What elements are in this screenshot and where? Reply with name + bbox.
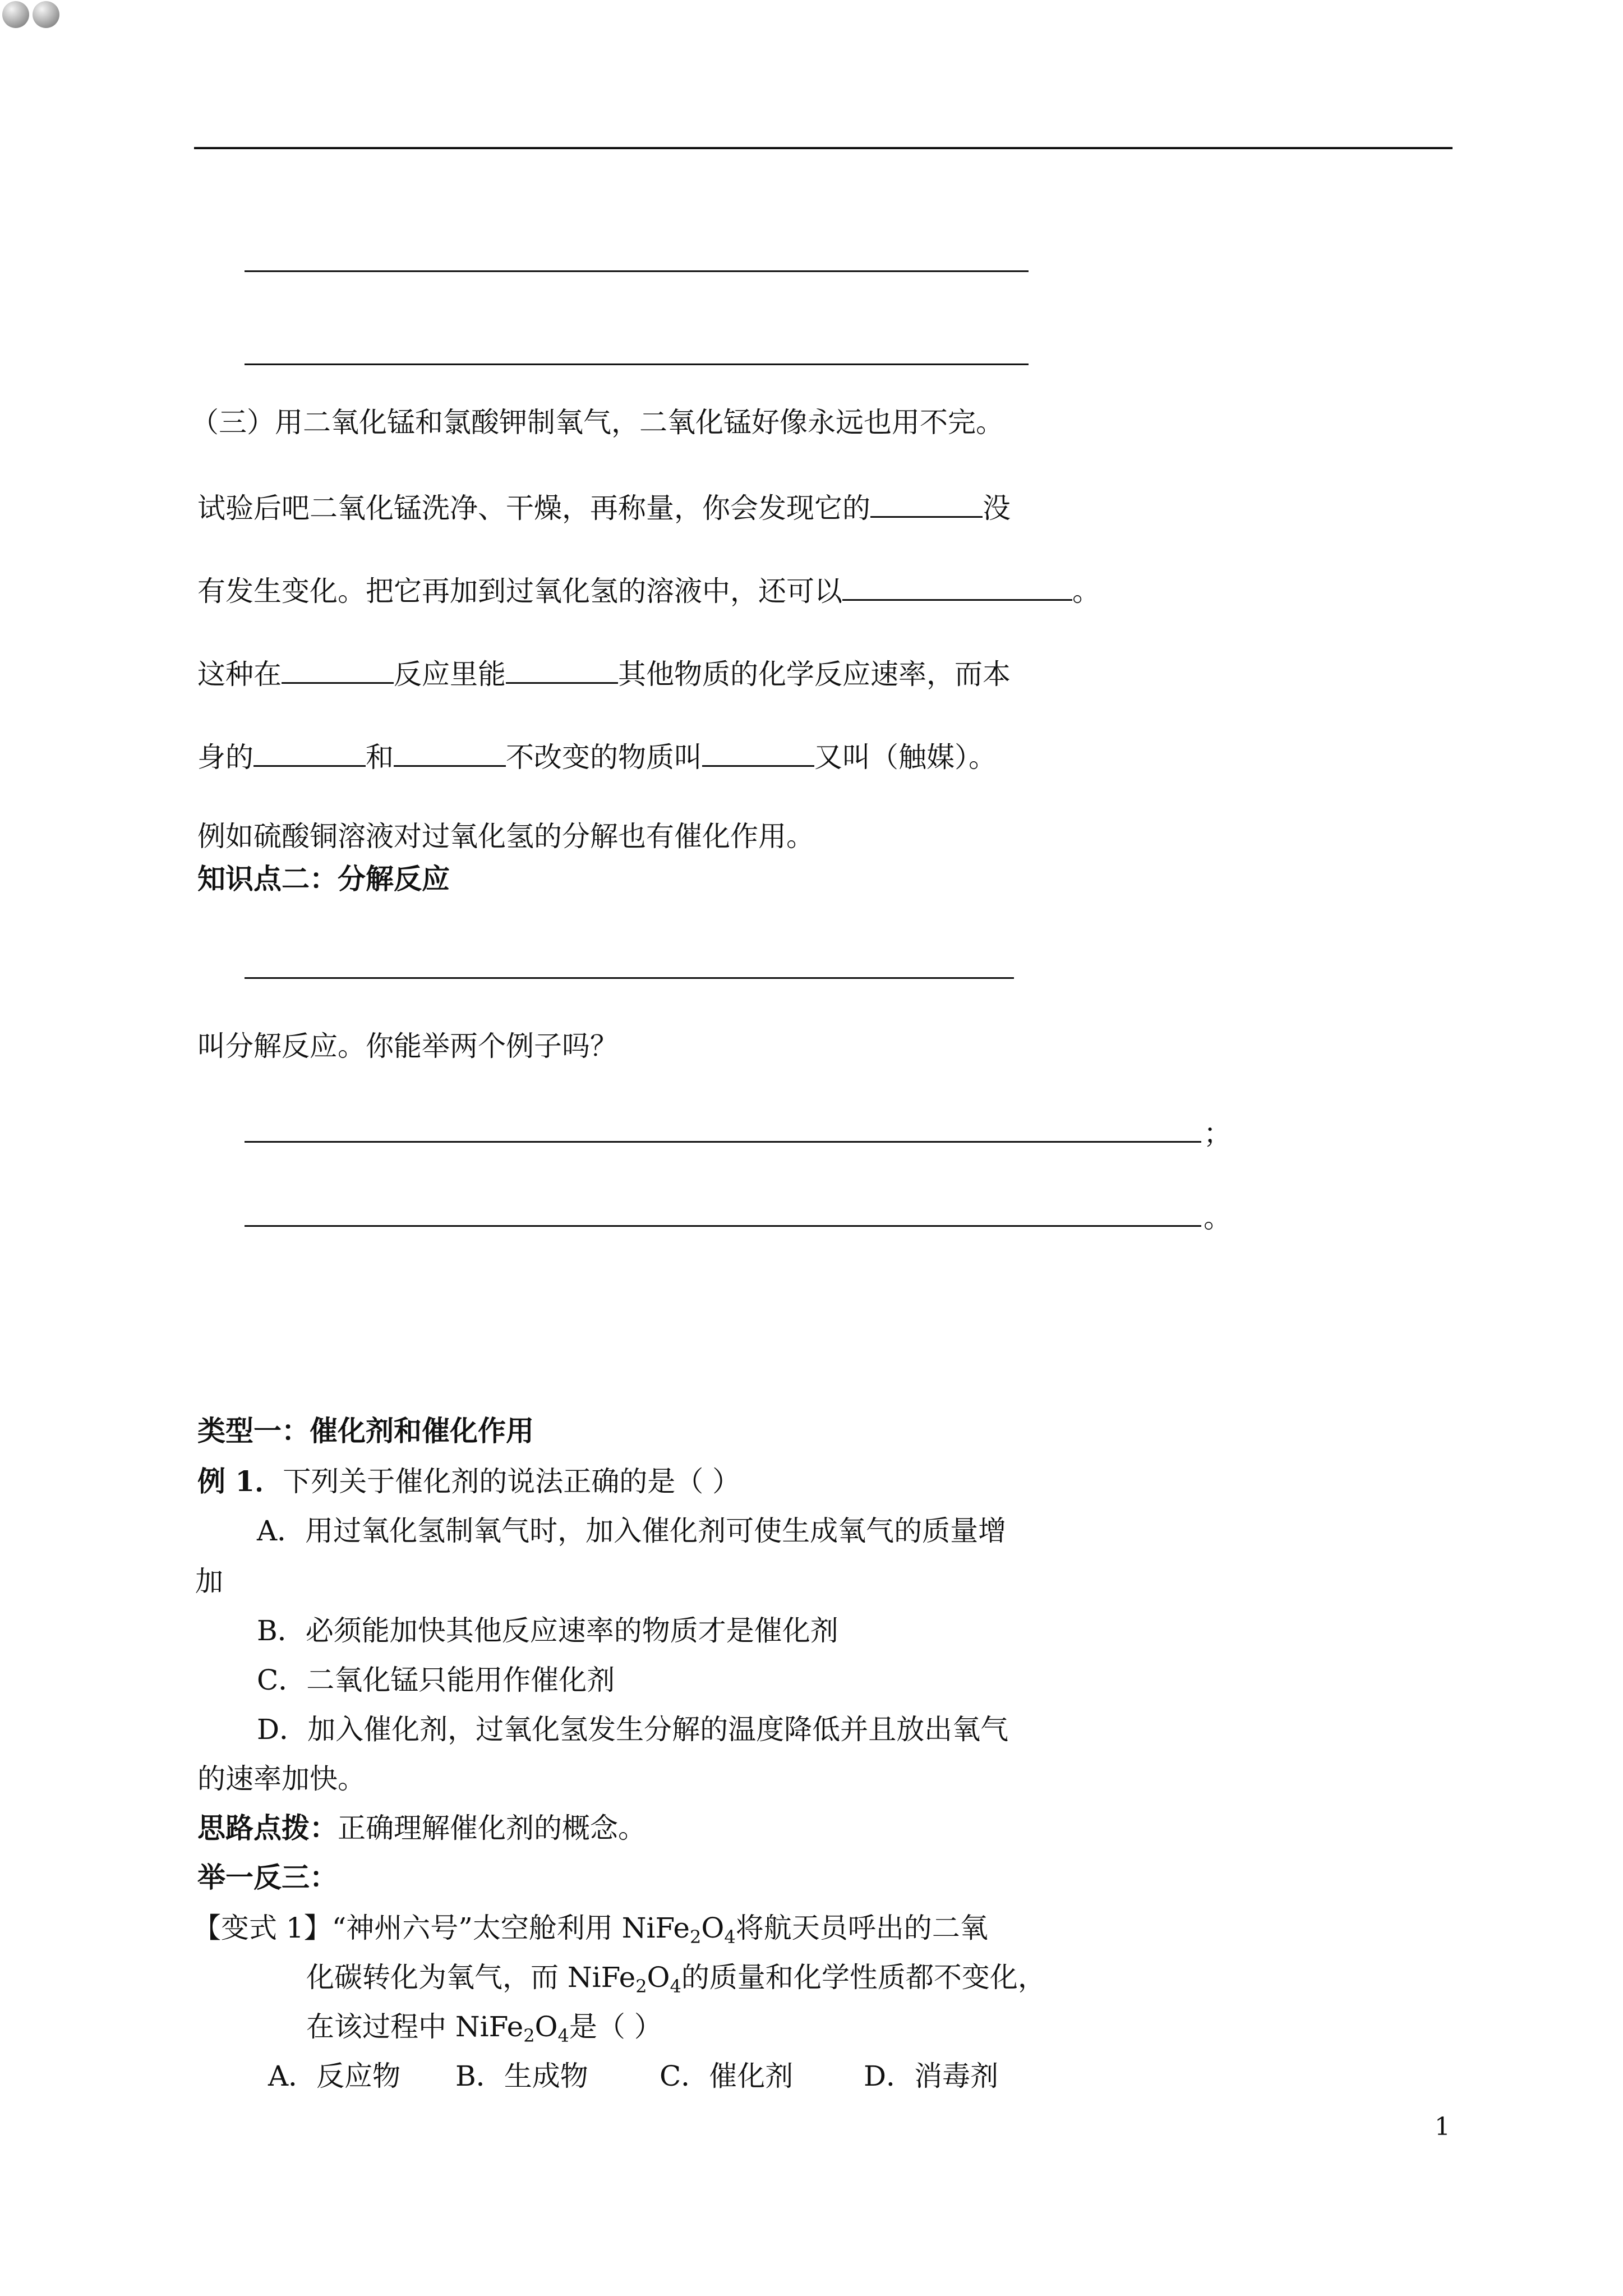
- option-d: D．加入催化剂，过氧化氢发生分解的温度降低并且放出氧气: [257, 1713, 1009, 1746]
- corner-ball-icon: [33, 1, 59, 28]
- question: 例 1．下列关于催化剂的说法正确的是（ ）: [197, 1465, 741, 1498]
- fill-blank[interactable]: [394, 739, 506, 767]
- option-a-cont: 加: [195, 1565, 223, 1598]
- paragraph-line: 叫分解反应。你能举两个例子吗？: [197, 1030, 618, 1062]
- answer-line: [245, 1225, 1201, 1227]
- variant-option-b: B．生成物: [455, 2060, 588, 2092]
- paragraph-line: 这种在 反应里能 其他物质的化学反应速率，而本: [197, 656, 1011, 688]
- variant-question: 化碳转化为氧气，而 $NiFe_2O_4$的质量和化学性质都不变化，: [306, 1961, 1046, 1997]
- fill-blank[interactable]: [253, 739, 366, 767]
- section-heading: 类型一：催化剂和催化作用: [197, 1414, 534, 1447]
- option-b: B．必须能加快其他反应速率的物质才是催化剂: [257, 1614, 838, 1647]
- option-d-cont: 的速率加快。: [197, 1763, 366, 1795]
- section-heading: 知识点二：分解反应: [197, 862, 450, 895]
- paragraph-line: 试验后吧二氧化锰洗净、干燥，再称量，你会发现它的 没: [197, 490, 1011, 522]
- answer-line: [245, 270, 1029, 272]
- hint: 思路点拨：正确理解催化剂的概念。: [197, 1811, 646, 1844]
- header-rule: [194, 147, 1453, 149]
- fill-blank[interactable]: [842, 573, 1072, 601]
- variant-question: 【变式 1】“神州六号”太空舱利用 $NiFe_2O_4$将航天员呼出的二氧: [193, 1912, 988, 1948]
- paragraph-line: 例如硫酸铜溶液对过氧化氢的分解也有催化作用。: [197, 820, 814, 853]
- paragraph-line: （三）用二氧化锰和氯酸钾制氧气，二氧化锰好像永远也用不完。: [191, 406, 1004, 439]
- fill-blank[interactable]: [702, 739, 814, 767]
- variant-option-d: D．消毒剂: [864, 2060, 999, 2092]
- variant-option-a: A．反应物: [268, 2060, 401, 2092]
- answer-line: [245, 364, 1029, 365]
- punctuation: ；: [1204, 1117, 1232, 1150]
- option-c: C．二氧化锰只能用作催化剂: [257, 1664, 615, 1696]
- paragraph-line: 身的 和 不改变的物质叫 又叫（触媒）。: [197, 739, 997, 771]
- answer-line: [245, 977, 1014, 979]
- option-a: A．用过氧化氢制氧气时，加入催化剂可使生成氧气的质量增: [257, 1515, 1007, 1547]
- variant-option-c: C．催化剂: [660, 2060, 794, 2092]
- fill-blank[interactable]: [870, 490, 983, 518]
- punctuation: 。: [1204, 1202, 1232, 1234]
- fill-blank[interactable]: [282, 656, 394, 684]
- section-heading: 举一反三：: [197, 1861, 338, 1894]
- corner-ball-icon: [2, 1, 29, 28]
- page-number: 1: [1435, 2113, 1450, 2141]
- variant-question: 在该过程中 $NiFe_2O_4$是（ ）: [306, 2010, 662, 2046]
- fill-blank[interactable]: [506, 656, 618, 684]
- paragraph-line: 有发生变化。把它再加到过氧化氢的溶液中，还可以 。: [197, 573, 1100, 605]
- answer-line: [245, 1141, 1201, 1143]
